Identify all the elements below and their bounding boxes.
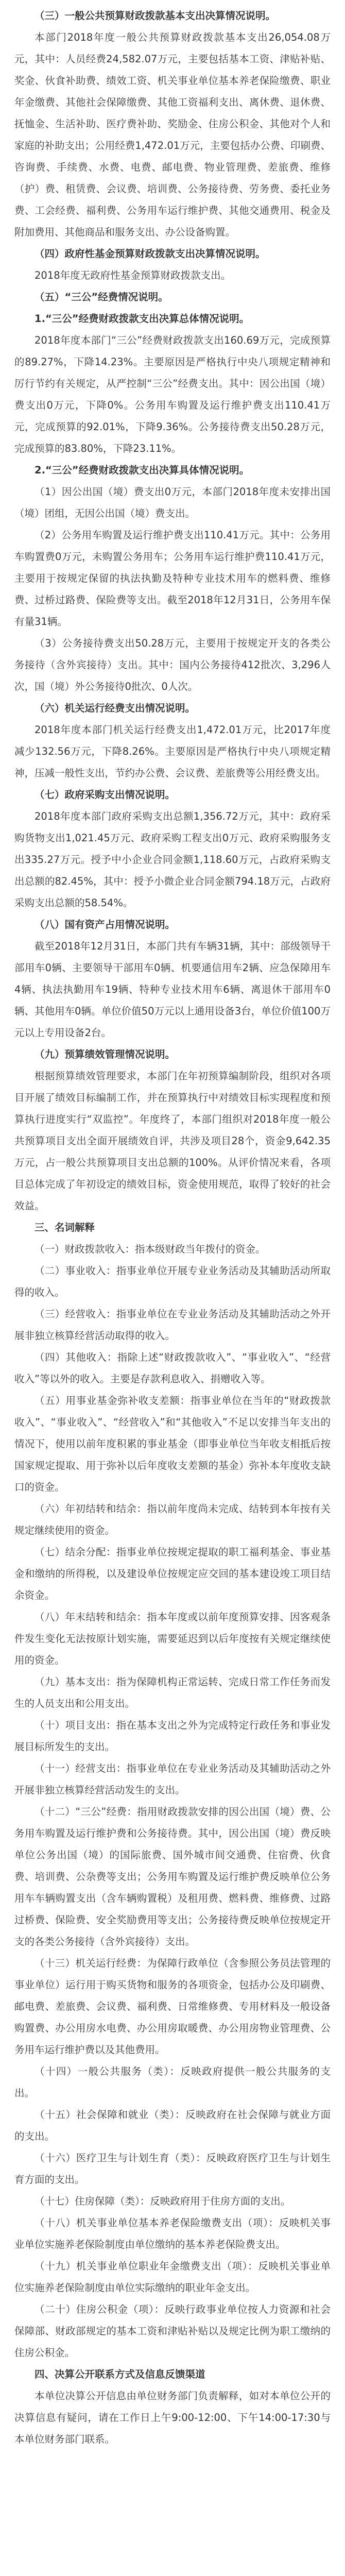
section-heading: 1.“三公”经费财政拨款支出决算总体情况说明。 <box>34 313 250 325</box>
section-heading: （七）政府采购支出情况说明。 <box>34 789 176 801</box>
body-paragraph: （一）财政拨款收入：指本级财政当年拨付的资金。 <box>34 1243 266 1255</box>
body-paragraph: （十九）机关事业单位职业年金缴费支出（项）：反映机关事业单位实施养老保险制度由单位实际缴纳的职业年金支出。 <box>14 2260 331 2294</box>
body-paragraph: （十四）一般公共服务（类）：反映政府提供一般公共服务的支出。 <box>14 2065 331 2099</box>
section-heading: （五）“三公”经费情况说明。 <box>34 291 168 303</box>
body-paragraph: （2）公务用车购置及运行维护费支出110.41万元。其中：公务用车购置费0万元，未购置公务用车；公务用车运行维护费110.41万元，主要用于按规定保留的执法执勤及特种专业技术用车的燃料费、维修费、过桥过路费、保险费等支出。截至2018年12月31日，公务用车保有量31辆。 <box>14 529 331 628</box>
section-heading: （九）预算绩效管理情况说明。 <box>34 1048 176 1060</box>
body-paragraph: 本部门2018年度一般公共预算财政拨款基本支出26,054.08万元，其中：人员经费24,582.07万元，主要包括基本工资、津贴补贴、奖金、伙食补助费、绩效工资、机关事业单位基本养老保险缴费、职业年金缴费、其他社会保障缴费、其他工资福利支出、离休费、退休费、抚恤金、生活补助、医疗费补助、奖励金、住房公积金、其他对个人和家庭的补助支出；公用经费1,472.01万元，主要包括办公费、印刷费、咨询费、手续费、水费、电费、邮电费、物业管理费、差旅费、维修（护）费、租赁费、会议费、培训费、公务接待费、劳务费、委托业务费、工会经费、福利费、公务用车运行维护费、其他交通费用、税金及附加费用、其他商品和服务支出、办公设备购置。 <box>14 31 331 238</box>
section-heading: （六）机关运行经费支出情况说明。 <box>34 702 196 714</box>
body-paragraph: 2018年度本部门政府采购支出总额1,356.72万元，其中：政府采购货物支出1,021.45万元、政府采购工程支出0万元、政府采购服务支出335.27万元。授予中小企业合同金额1,118.60万元，占政府采购支出总额的82.45%，其中：授予小微企业合同金额794.18万元，占政府采购支出总额的58.54%。 <box>14 810 331 909</box>
body-paragraph: （六）年初结转和结余：指以前年度尚未完成、结转到本年按有关规定继续使用的资金。 <box>14 1503 331 1536</box>
body-paragraph: （十七）住房保障（类）：反映政府用于住房方面的支出。 <box>34 2195 291 2207</box>
body-paragraph: （三）经营收入：指事业单位在专业业务活动及其辅助活动之外开展非独立核算经营活动取得的收入。 <box>14 1308 331 1342</box>
body-paragraph: （十三）机关运行经费：为保障行政单位（含参照公务员法管理的事业单位）运行用于购买货物和服务的各项资金，包括办公及印刷费、邮电费、差旅费、会议费、福利费、日常维修费、专用材料及一般设备购置费、办公用房水电费、办公用房取暖费、办公用房物业管理费、公务用车运行维护费以及其他费用。 <box>14 1957 331 2056</box>
body-paragraph: （十五）社会保障和就业（类）：反映政府在社会保障与就业方面的支出。 <box>14 2109 331 2142</box>
body-paragraph: （四）其他收入：指除上述“财政拨款收入”、“事业收入”、“经营收入”等以外的收入。主要是存款利息收入、捐赠收入等。 <box>14 1351 331 1385</box>
body-paragraph: （二）事业收入：指事业单位开展专业业务活动及其辅助活动所取得的收入。 <box>14 1265 331 1298</box>
report-body <box>14 5 331 2450</box>
body-paragraph: 2018年度无政府性基金预算财政拨款支出。 <box>34 269 231 281</box>
body-paragraph: （五）用事业基金弥补收支差额：指事业单位在当年的“财政拨款收入”、“事业收入”、“经营收入”和“其他收入”不足以安排当年支出的情况下，使用以前年度积累的事业基金（即事业单位当年收支相抵后按国家规定提取、用于弥补以后年度收支差额的基金）弥补本年度收支缺口的资金。 <box>14 1395 331 1493</box>
section-heading: （三）一般公共预算财政拨款基本支出决算情况说明。 <box>34 10 276 22</box>
section-heading: 三、名词解释 <box>34 1222 95 1233</box>
body-paragraph: （八）年末结转和结余：指本年度或以前年度预算安排、因客观条件发生变化无法按原计划实施，需要延迟到以后年度按有关规定继续使用的资金。 <box>14 1611 331 1666</box>
body-paragraph: 2018年度本部门“三公”经费财政拨款支出160.69万元，完成预算的89.27%，下降14.23%。主要原因是严格执行中央八项规定精神和厉行节约有关规定，从严控制“三公”经费支出。其中：因公出国（境）费支出0万元，下降0%。公务用车购置及运行维护费支出110.41万元，完成预算的92.01%，下降9.36%。公务接待费支出50.28万元，完成预算的83.80%，下降23.11%。 <box>14 334 331 454</box>
body-paragraph: （七）结余分配：指事业单位按规定提取的职工福利基金、事业基金和缴纳的所得税，以及建设单位按规定应交回的基本建设竣工项目结余资金。 <box>14 1546 331 1601</box>
body-paragraph: （十八）机关事业单位基本养老保险缴费支出（项）：反映机关事业单位实施养老保险制度由单位缴纳的基本养老保险费支出。 <box>14 2217 331 2250</box>
body-paragraph: 截至2018年12月31日，本部门共有车辆31辆，其中：部级领导干部用车0辆、主要领导干部用车0辆、机要通信用车2辆、应急保障用车4辆、执法执勤用车19辆、特种专业技术用车6辆、离退休干部用车0辆、其他用车0辆。单位价值50万元以上通用设备3台，单位价值100万元以上专用设备2台。 <box>14 940 331 1039</box>
body-paragraph: （十六）医疗卫生与计划生育（类）：反映政府医疗卫生与计划生育方面的支出。 <box>14 2152 331 2185</box>
body-paragraph: （十一）经营支出：指事业单位在专业业务活动及其辅助活动之外开展非独立核算经营活动发生的支出。 <box>14 1762 331 1796</box>
section-heading: 四、决算公开联系方式及信息反馈渠道 <box>34 2368 205 2380</box>
section-heading: （四）政府性基金预算财政拨款支出决算情况说明。 <box>34 248 266 260</box>
body-paragraph: （十二）“三公”经费：指用财政拨款安排的因公出国（境）费、公务用车购置及运行维护费和公务接待费。其中，因公出国（境）费反映单位公务出国（境）的国际旅费、国外城市间交通费、住宿费、伙食费、培训费、公杂费等支出；公务用车购置及运行维护费反映单位公务用车车辆购置支出（含车辆购置税）及租用费、燃料费、维修费、过路过桥费、保险费、安全奖励费用等支出；公务接待费反映单位按规定开支的各类公务接待（含外宾接待）支出。 <box>14 1806 331 1947</box>
body-paragraph: 根据预算绩效管理要求，本部门在年初预算编制阶段，组织对各项目开展了绩效目标编制工作，并在预算执行中对绩效目标实现程度和预算执行进度实行“双监控”。年度终了，本部门组织对2018年度一般公共预算项目支出全面开展绩效自评，共涉及项目28个，资金9,642.35万元，占一般公共预算项目支出总额的100%。从评价情况来看，各项目总体完成了年初设定的绩效目标，资金使用规范，取得了较好的社会效益。 <box>14 1070 331 1212</box>
body-paragraph: （十）项目支出：指在基本支出之外为完成特定行政任务和事业发展目标所发生的支出。 <box>14 1719 331 1753</box>
body-paragraph: 2018年度本部门机关运行经费支出1,472.01万元，比2017年度减少132.56万元，下降8.26%。主要原因是严格执行中央八项规定精神，压减一般性支出，节约办公费、会议费、差旅费等公用经费支出。 <box>14 724 331 779</box>
body-paragraph: （1）因公出国（境）费支出0万元，本部门2018年度未安排出国（境）团组，无因公出国（境）费支出。 <box>14 486 331 519</box>
body-paragraph: （3）公务接待费支出50.28万元，主要用于按规定开支的各类公务接待（含外宾接待）支出。其中：国内公务接待412批次、3,296人次，国（境）外公务接待0批次、0人次。 <box>14 637 331 692</box>
body-paragraph: （二十）住房公积金（项）：反映行政事业单位按人力资源和社会保障部、财政部规定的基本工资和津贴补贴以及规定比例为职工缴纳的住房公积金。 <box>14 2303 331 2359</box>
section-heading: （八）国有资产占用情况说明。 <box>34 919 176 930</box>
body-paragraph: （九）基本支出：指为保障机构正常运转、完成日常工作任务而发生的人员支出和公用支出。 <box>14 1676 331 1709</box>
body-paragraph: 本单位决算公开信息由单位财务部门负责解释，如对本单位公开的决算信息有疑问，请在工作日上午9:00-12:00、下午14:00-17:30与本单位财务部门联系。 <box>14 2390 331 2445</box>
section-heading: 2.“三公”经费财政拨款支出决算具体情况说明。 <box>34 464 250 476</box>
